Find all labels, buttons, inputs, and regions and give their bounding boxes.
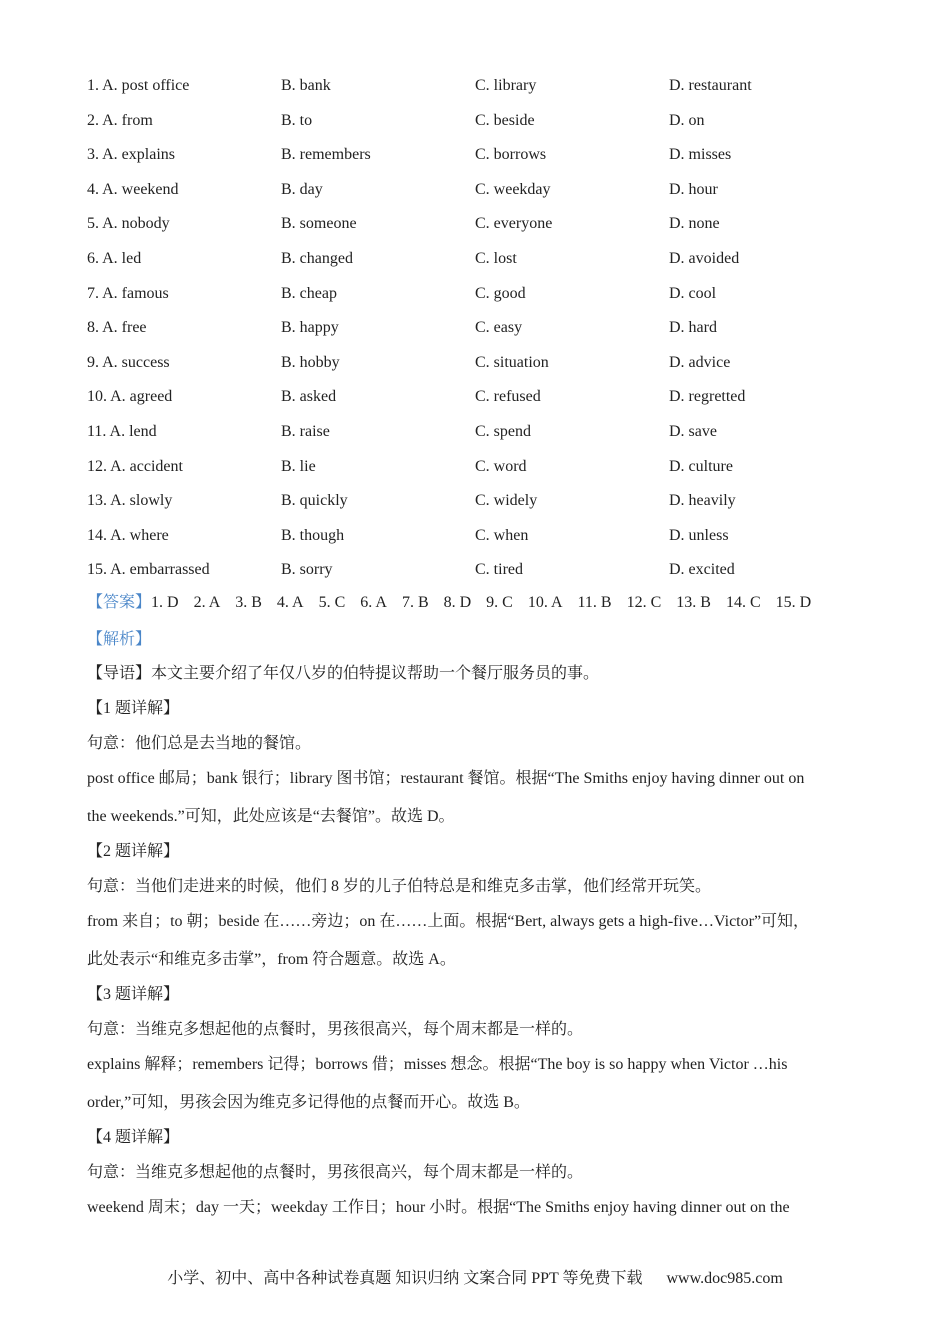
answer-item: 1. D (151, 594, 179, 611)
answer-item: 6. A (360, 594, 387, 611)
option-a: 7. A. famous (87, 284, 169, 302)
page-footer (0, 1268, 950, 1290)
q3-explanation-line1: explains 解释；remembers 记得；borrows 借；misses 想念。根据“The boy is so happy when Victor …his (87, 1056, 788, 1073)
q1-explanation-line2: the weekends.”可知，此处应该是“去餐馆”。故选 D。 (87, 808, 455, 825)
option-d: D. excited (669, 561, 735, 579)
option-a: 14. A. where (87, 526, 169, 544)
option-row (87, 456, 867, 491)
option-row (87, 179, 867, 214)
option-b: B. remembers (281, 146, 371, 164)
option-d: D. hour (669, 180, 718, 198)
option-c: C. library (475, 77, 537, 94)
option-b: B. sorry (281, 561, 333, 579)
option-a: 4. A. weekend (87, 180, 179, 198)
option-b: B. happy (281, 319, 339, 337)
option-b: B. raise (281, 422, 330, 440)
option-b: B. asked (281, 388, 337, 406)
option-row (87, 559, 867, 594)
option-c: C. borrows (475, 146, 547, 164)
option-a: 2. A. from (87, 111, 153, 129)
option-c: C. good (475, 284, 526, 302)
footer-link[interactable]: www.doc985.com (666, 1270, 783, 1287)
answer-tag: 【答案】 (87, 594, 152, 611)
guide-paragraph: 【导语】本文主要介绍了年仅八岁的伯特提议帮助一个餐厅服务员的事。 (87, 665, 600, 682)
option-b: B. hobby (281, 353, 340, 371)
answer-item: 10. A (527, 594, 563, 611)
answer-item: 3. B (235, 594, 262, 611)
option-row (87, 386, 867, 421)
option-row (87, 283, 867, 318)
option-d: D. advice (669, 353, 731, 371)
option-c: C. word (475, 457, 527, 475)
option-row (87, 317, 867, 352)
answer-item: 2. A (193, 594, 221, 611)
q1-heading: 【1 题详解】 (87, 700, 180, 717)
option-c: C. when (475, 526, 529, 544)
q1-meaning: 句意：他们总是去当地的餐馆。 (87, 735, 312, 752)
options-table (87, 75, 867, 594)
footer-text: 小学、初中、高中各种试卷真题 知识归纳 文案合同 PPT 等免费下载 (167, 1270, 643, 1287)
answer-line (87, 592, 811, 614)
option-a: 9. A. success (87, 353, 170, 371)
option-a: 5. A. nobody (87, 215, 170, 233)
option-c: C. refused (475, 388, 541, 406)
option-row (87, 213, 867, 248)
q2-explanation-line2: 此处表示“和维克多击掌”，from 符合题意。故选 A。 (87, 951, 456, 968)
option-c: C. everyone (475, 215, 553, 233)
option-c: C. beside (475, 111, 535, 129)
option-d: D. hard (669, 319, 717, 337)
q2-meaning: 句意：当他们走进来的时候，他们 8 岁的儿子伯特总是和维克多击掌，他们经常开玩笑。 (87, 878, 712, 895)
option-d: D. avoided (669, 249, 740, 267)
q2-explanation-line1: from 来自；to 朝；beside 在……旁边；on 在……上面。根据“Bert, always gets a high-five…Victor”可知， (87, 913, 810, 930)
q2-heading: 【2 题详解】 (87, 843, 180, 860)
option-c: C. situation (475, 353, 549, 371)
option-d: D. unless (669, 526, 729, 544)
option-b: B. day (281, 180, 323, 198)
option-a: 12. A. accident (87, 457, 183, 475)
option-b: B. cheap (281, 284, 337, 302)
option-b: B. changed (281, 249, 353, 267)
option-a: 11. A. lend (87, 422, 157, 440)
answer-item: 11. B (577, 594, 612, 611)
answer-item: 5. C (318, 594, 346, 611)
answer-item: 15. D (775, 594, 812, 611)
option-row (87, 490, 867, 525)
option-d: D. on (669, 111, 705, 129)
option-d: D. culture (669, 457, 733, 475)
option-a: 1. A. post office (87, 77, 190, 94)
option-row (87, 525, 867, 560)
option-c: C. spend (475, 422, 531, 440)
answer-item: 4. A (276, 594, 304, 611)
answer-item: 9. C (486, 594, 513, 611)
answer-item: 13. B (676, 594, 711, 611)
option-b: B. to (281, 111, 313, 129)
option-b: B. lie (281, 457, 316, 475)
option-row (87, 248, 867, 283)
answer-item: 12. C (626, 594, 662, 611)
explanation-body (87, 663, 857, 1232)
option-a: 13. A. slowly (87, 492, 173, 510)
option-c: C. easy (475, 319, 523, 337)
q4-heading: 【4 题详解】 (87, 1129, 180, 1146)
option-a: 15. A. embarrassed (87, 561, 210, 579)
option-d: D. save (669, 422, 717, 440)
option-a: 10. A. agreed (87, 388, 173, 406)
option-row (87, 75, 867, 110)
option-a: 6. A. led (87, 249, 142, 267)
q3-explanation-line2: order,”可知，男孩会因为维克多记得他的点餐而开心。故选 B。 (87, 1094, 530, 1111)
option-d: D. none (669, 215, 720, 233)
option-c: C. weekday (475, 180, 551, 198)
q3-heading: 【3 题详解】 (87, 986, 180, 1003)
option-b: B. bank (281, 77, 331, 94)
answer-item: 14. C (725, 594, 761, 611)
analysis-label: 【解析】 (87, 631, 152, 648)
option-d: D. misses (669, 146, 732, 164)
q3-meaning: 句意：当维克多想起他的点餐时，男孩很高兴，每个周末都是一样的。 (87, 1021, 584, 1038)
option-c: C. widely (475, 492, 538, 510)
option-d: D. regretted (669, 388, 746, 406)
option-a: 3. A. explains (87, 146, 175, 164)
option-d: D. restaurant (669, 77, 752, 94)
answer-item: 8. D (443, 594, 472, 611)
option-d: D. cool (669, 284, 717, 302)
answer-item: 7. B (401, 594, 429, 611)
q1-explanation-line1: post office 邮局；bank 银行；library 图书馆；restaurant 餐馆。根据“The Smiths enjoy having dinner out on (87, 770, 805, 787)
option-b: B. quickly (281, 492, 348, 510)
q4-explanation-line1: weekend 周末；day 一天；weekday 工作日；hour 小时。根据“The Smiths enjoy having dinner out on the (87, 1199, 790, 1216)
option-b: B. though (281, 526, 345, 544)
option-row (87, 352, 867, 387)
option-a: 8. A. free (87, 319, 147, 337)
option-d: D. heavily (669, 492, 736, 510)
q4-meaning: 句意：当维克多想起他的点餐时，男孩很高兴，每个周末都是一样的。 (87, 1164, 584, 1181)
option-b: B. someone (281, 215, 357, 233)
option-row (87, 144, 867, 179)
option-row (87, 421, 867, 456)
option-c: C. lost (475, 249, 517, 267)
option-row (87, 110, 867, 145)
option-c: C. tired (475, 561, 523, 579)
